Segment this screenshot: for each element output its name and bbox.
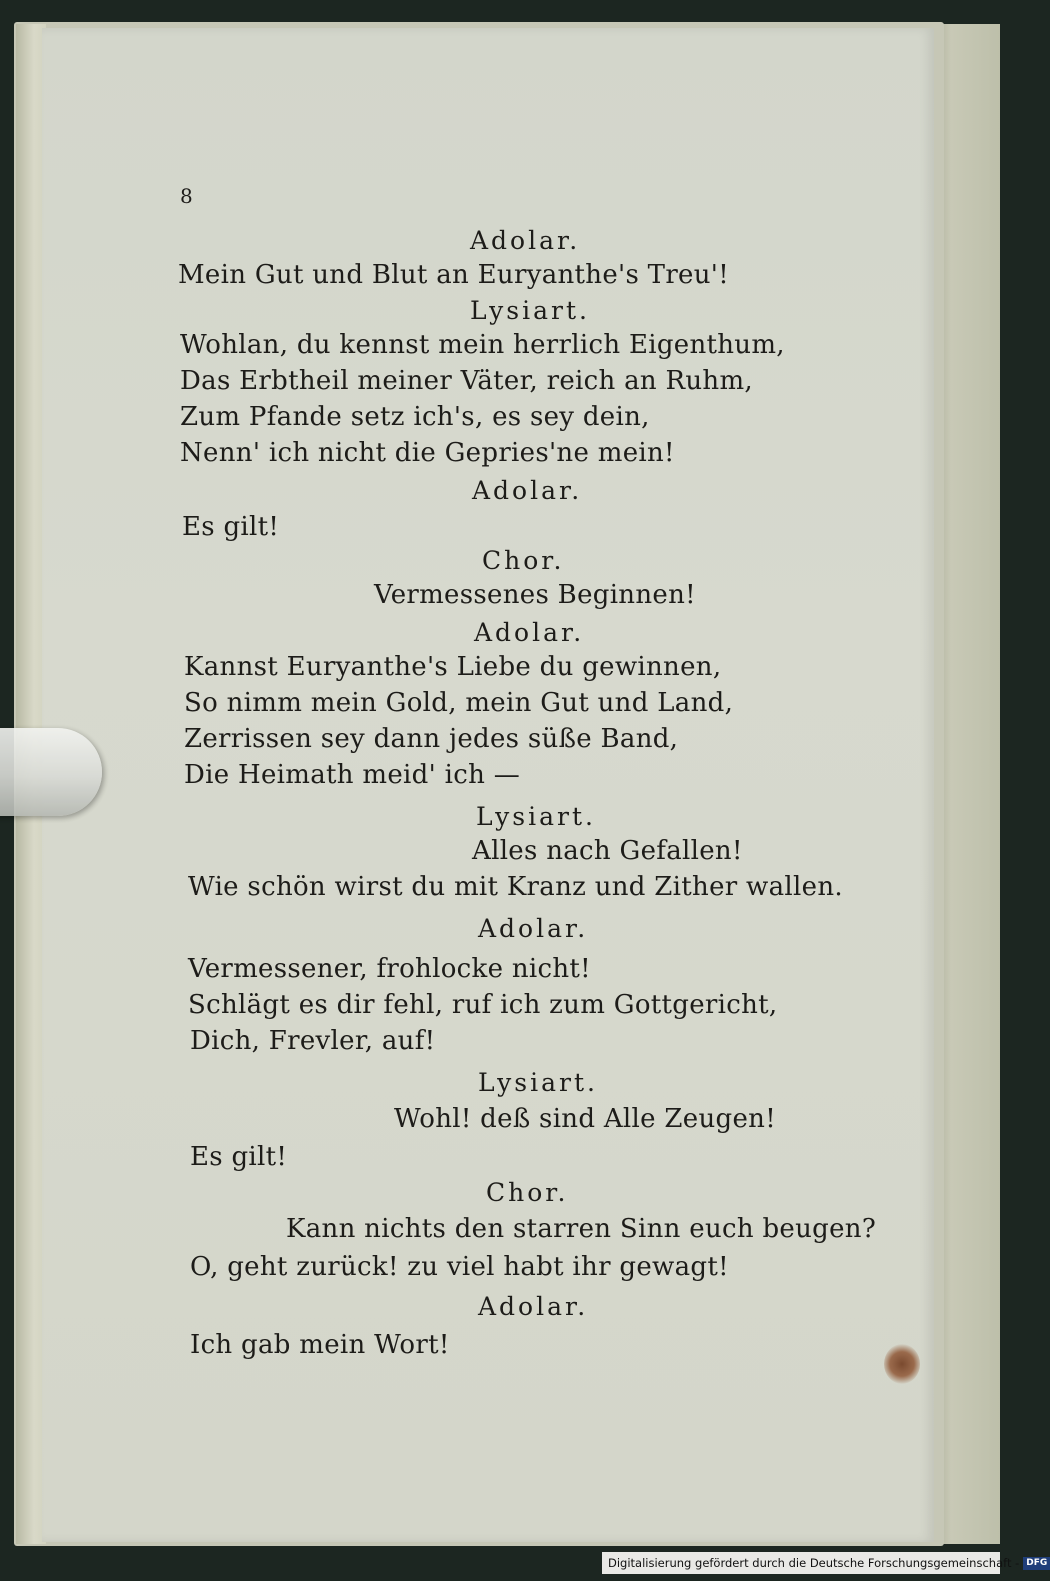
verse-line: Wohl! deß sind Alle Zeugen!	[394, 1104, 776, 1134]
verse-line: Es gilt!	[190, 1142, 288, 1172]
verse-line: Nenn' ich nicht die Gepries'ne mein!	[180, 438, 675, 468]
speaker-label: Adolar.	[472, 476, 583, 505]
verse-line: Schlägt es dir fehl, ruf ich zum Gottgericht,	[188, 990, 778, 1020]
speaker-label: Adolar.	[470, 226, 581, 255]
verse-line: Wie schön wirst du mit Kranz und Zither wallen.	[188, 872, 843, 902]
speaker-label: Adolar.	[474, 618, 585, 647]
speaker-label: Lysiart.	[478, 1068, 598, 1097]
speaker-label: Adolar.	[478, 1292, 589, 1321]
speaker-label: Lysiart.	[470, 296, 590, 325]
verse-line: Mein Gut und Blut an Euryanthe's Treu'!	[178, 260, 729, 290]
verse-line: Vermessenes Beginnen!	[374, 580, 696, 610]
verse-line: So nimm mein Gold, mein Gut und Land,	[184, 688, 734, 718]
verse-line: Die Heimath meid' ich —	[184, 760, 521, 790]
speaker-label: Lysiart.	[476, 802, 596, 831]
digitization-credit	[602, 1552, 1048, 1574]
page-number: 8	[180, 184, 194, 208]
verse-line: Zerrissen sey dann jedes süße Band,	[184, 724, 679, 754]
page-clip	[0, 728, 102, 816]
verse-line: Kann nichts den starren Sinn euch beugen?	[286, 1214, 877, 1244]
verse-line: Wohlan, du kennst mein herrlich Eigenthum,	[180, 330, 785, 360]
book-page	[42, 28, 934, 1542]
verse-line: Kannst Euryanthe's Liebe du gewinnen,	[184, 652, 722, 682]
verse-line: O, geht zurück! zu viel habt ihr gewagt!	[190, 1252, 729, 1282]
verse-line: Es gilt!	[182, 512, 280, 542]
speaker-label: Chor.	[482, 546, 565, 575]
verse-line: Das Erbtheil meiner Väter, reich an Ruhm,	[180, 366, 753, 396]
speaker-label: Adolar.	[478, 914, 589, 943]
credit-text: Digitalisierung gefördert durch die Deutsche Forschungsgemeinschaft -	[608, 1556, 1020, 1570]
verse-line: Alles nach Gefallen!	[472, 836, 743, 866]
speaker-label: Chor.	[486, 1178, 569, 1207]
verse-line: Zum Pfande setz ich's, es sey dein,	[180, 402, 650, 432]
verse-line: Dich, Frevler, auf!	[190, 1026, 436, 1056]
stain-mark	[884, 1344, 920, 1384]
verse-line: Vermessener, frohlocke nicht!	[188, 954, 591, 984]
verse-line: Ich gab mein Wort!	[190, 1330, 450, 1360]
dfg-logo: DFG	[1023, 1557, 1050, 1570]
